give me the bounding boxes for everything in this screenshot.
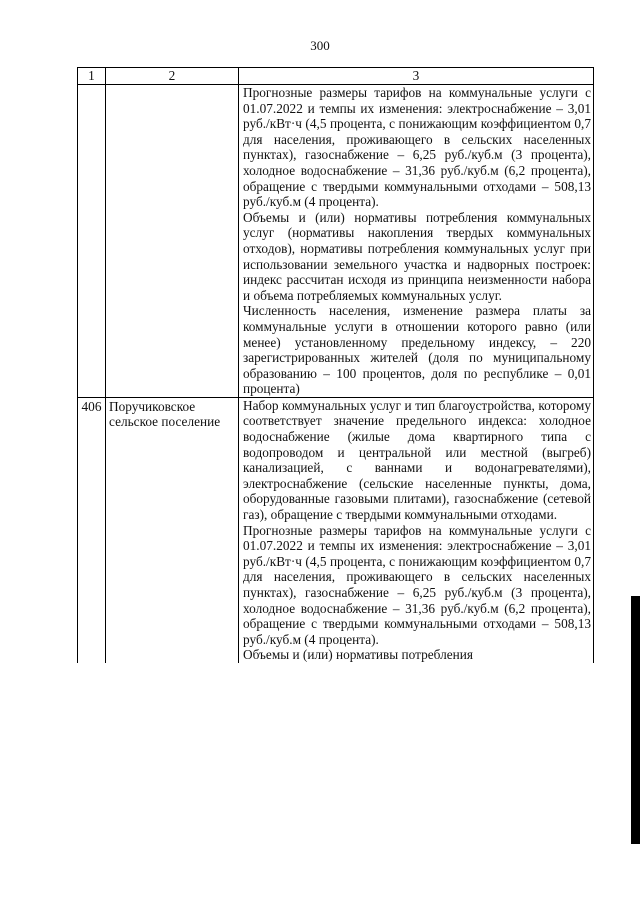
table-row: [78, 85, 594, 398]
description-cell: [239, 85, 594, 398]
row-number: [78, 85, 106, 398]
municipality-name: Поручиковское сельское поселение: [106, 397, 239, 663]
page-number: 300: [310, 38, 330, 53]
scan-edge-bar: [631, 596, 640, 844]
description-paragraph: Прогнозные размеры тарифов на коммунальные услуги с 01.07.2022 и темпы их изменения: электроснабжение – 3,01 руб./кВт·ч (4,5 процента, с понижающим коэффициентом 0,7 для населения, проживающего в сельских населенных пунктах), газоснабжение – 6,25 руб./куб.м (3 процента), холодное водоснабжение – 31,36 руб./куб.м (6,2 процента), обращение с твердыми коммунальными отходами – 508,13 руб./куб.м (4 процента).: [243, 85, 591, 210]
description-paragraph: Численность населения, изменение размера платы за коммунальные услуги в отношении которого равно (или менее) установленному предельному индексу, – 220 зарегистрированных жителей (доля по муниципальному образованию – 100 процентов, доля по республике – 0,01 процента): [243, 303, 591, 397]
municipality-name: [106, 85, 239, 398]
description-paragraph: Объемы и (или) нормативы потребления коммунальных услуг (нормативы накопления твердых коммунальных отходов), нормативы потребления коммунальных услуг при использовании земельного участка и надворных построек: индекс рассчитан исходя из принципа неизменности набора и объема потребляемых коммунальных услуг.: [243, 209, 591, 303]
tariff-table: [77, 67, 594, 663]
column-header-number: 1: [78, 68, 106, 85]
description-paragraph: Набор коммунальных услуг и тип благоустройства, которому соответствует значение предельного индекса: холодное водоснабжение (жилые дома квартирного типа с водопроводом и центральной или местной (выгреб) канализацией, с ваннами и водонагревателями), электроснабжение (сельские населенные пункты, дома, оборудованные газовыми плитами), газоснабжение (сетевой газ), обращение с твердыми коммунальными отходами.: [243, 397, 591, 523]
table-row: [78, 397, 594, 663]
row-number: 406: [78, 397, 106, 663]
description-paragraph: Объемы и (или) нормативы потребления: [243, 647, 473, 663]
description-cell: [239, 397, 594, 663]
table-header-row: [78, 68, 594, 85]
description-paragraph: Прогнозные размеры тарифов на коммунальные услуги с 01.07.2022 и темпы их изменения: электроснабжение – 3,01 руб./кВт·ч (4,5 процента, с понижающим коэффициентом 0,7 для населения, проживающего в сельских населенных пунктах), газоснабжение – 6,25 руб./куб.м (3 процента), холодное водоснабжение – 31,36 руб./куб.м (6,2 процента), обращение с твердыми коммунальными отходами – 508,13 руб./куб.м (4 процента).: [243, 522, 591, 647]
column-header-description: 3: [239, 68, 594, 85]
column-header-name: 2: [106, 68, 239, 85]
